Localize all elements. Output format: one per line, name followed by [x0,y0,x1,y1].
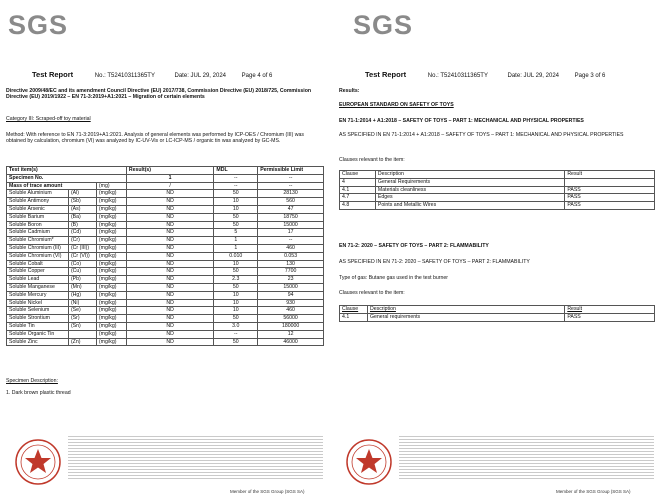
col-results: Result(s) [126,167,214,175]
report-title: Test Report [365,70,407,79]
table-row: Soluble Chromium* (Cr) (mg/kg) ND 1 -- [7,237,324,245]
table-row: Soluble Nickel (Ni) (mg/kg) ND 10 930 [7,299,324,307]
part1-title: EN 71-1:2014 + A1:2018 – SAFETY OF TOYS – PART 1: MECHANICAL AND PHYSICAL PROPERTIES [339,118,584,124]
table-row: 4.8 Points and Metallic Wires PASS [340,202,655,210]
specimen-row: Specimen No. 1 -- -- [7,174,324,182]
page-footer [0,432,331,503]
col-limit: Permissible Limit [258,167,324,175]
table-row: 4.1 Materials cleanliness PASS [340,186,655,194]
table-row: Soluble Strontium (Sr) (mg/kg) ND 50 56000 [7,315,324,323]
page-header [365,70,605,79]
table-row: Soluble Aluminium (Al) (mg/kg) ND 50 28130 [7,190,324,198]
report-date: Date: JUL 29, 2024 [174,73,226,79]
page-number: Page 4 of 6 [241,73,273,79]
sgs-member-text: Member of the SGS Group (SGS SA) [556,489,631,494]
table-row: Soluble Boron (B) (mg/kg) ND 50 15000 [7,221,324,229]
table-row: Soluble Chromium (VI) (Cr (VI)) (mg/kg) ND 0.010 0.053 [7,252,324,260]
sgs-star-stamp-icon [345,438,393,486]
sgs-logo: SGS [8,10,69,40]
page-footer [331,432,662,503]
part2-clauses-table [339,305,655,322]
table-row: Soluble Antimony (Sb) (mg/kg) ND 10 560 [7,198,324,206]
legal-fine-print [399,436,654,480]
table-row: Soluble Zinc (Zn) (mg/kg) ND 50 46000 [7,338,324,346]
report-date: Date: JUL 29, 2024 [507,73,559,79]
page-header [32,70,272,79]
specimen-description-heading: Specimen Description: [6,378,58,384]
table-row: 4.7 Edges PASS [340,194,655,202]
part1-clauses-table [339,170,655,210]
method-text: Method: With reference to EN 71-3:2019+A1:2021. Analysis of general elements was performed by ICP-OES / Chromium (III) was obtained by calculation, chromium (VI) was analyzed by IC-UV-Vis or LC-ICP-MS / organic tin was analyzed by GC-MS. [6,132,304,145]
table-row: Soluble Lead (Pb) (mg/kg) ND 2.3 23 [7,276,324,284]
sgs-member-text: Member of the SGS Group (SGS SA) [230,489,305,494]
table-row: 4 General Requirements [340,178,655,186]
table-row: 4.1 General requirements PASS [340,313,655,321]
table-header-row [7,167,324,175]
col-test-items: Test item(s) [7,167,127,175]
part1-clauses-label: Clauses relevant to the item: [339,157,405,163]
report-number: No.: T52410311365TY [427,73,488,79]
standard-title: EUROPEAN STANDARD ON SAFETY OF TOYS [339,102,454,108]
table-row: Soluble Tin (Sn) (mg/kg) ND 3.0 180000 [7,322,324,330]
table-row: Soluble Barium (Ba) (mg/kg) ND 50 18750 [7,213,324,221]
part2-title: EN 71-2: 2020 – SAFETY OF TOYS – PART 2: FLAMMABILITY [339,243,489,249]
report-title: Test Report [32,70,74,79]
directive-title: Directive 2009/48/EC and its amendment Council Directive (EU) 2017/738, Commission Directive (EU) 2018/725, Commission Directive (EU) 2019/1922 – EN 71-3:2019+A1:2021 – Migration of certain elements [6,88,312,101]
report-page-3 [331,0,662,503]
part2-spec: AS SPECIFIED IN EN 71-2: 2020 – SAFETY OF TOYS – PART 2: FLAMMABILITY [339,259,530,265]
page-number: Page 3 of 6 [574,73,606,79]
specimen-description-item: 1. Dark brown plastic thread [6,390,71,396]
report-number: No.: T52410311365TY [94,73,155,79]
part1-spec: AS SPECIFIED IN EN 71-1:2014 + A1:2018 – SAFETY OF TOYS – PART 1: MECHANICAL AND PHYSICAL PROPERTIES [339,132,624,138]
gas-type: Type of gas: Butane gas used in the test burner [339,275,449,281]
part2-clauses-label: Clauses relevant to the item: [339,290,405,296]
sgs-logo: SGS [353,10,414,40]
table-row: Soluble Chromium (III) (Cr (III)) (mg/kg) ND 1 460 [7,244,324,252]
results-label: Results: [339,88,360,94]
legal-fine-print [68,436,323,480]
table-row: Soluble Organic Tin (mg/kg) ND -- 12 [7,330,324,338]
table-row: Soluble Cadmium (Cd) (mg/kg) ND 5 17 [7,229,324,237]
table-header-row: Clause Description Result [340,306,655,314]
col-mdl: MDL [214,167,258,175]
mass-row: Mass of trace amount (mg) / -- -- [7,182,324,190]
sgs-star-stamp-icon [14,438,62,486]
table-row: Soluble Manganese (Mn) (mg/kg) ND 50 15000 [7,283,324,291]
table-row: Soluble Cobalt (Co) (mg/kg) ND 10 130 [7,260,324,268]
table-row: Soluble Mercury (Hg) (mg/kg) ND 10 94 [7,291,324,299]
category-label: Category III: Scraped-off toy material [6,116,91,122]
table-header-row: Clause Description Result [340,171,655,179]
table-row: Soluble Arsenic (As) (mg/kg) ND 10 47 [7,205,324,213]
table-row: Soluble Copper (Cu) (mg/kg) ND 50 7700 [7,268,324,276]
elements-table [6,166,324,346]
table-row: Soluble Selenium (Se) (mg/kg) ND 10 460 [7,307,324,315]
